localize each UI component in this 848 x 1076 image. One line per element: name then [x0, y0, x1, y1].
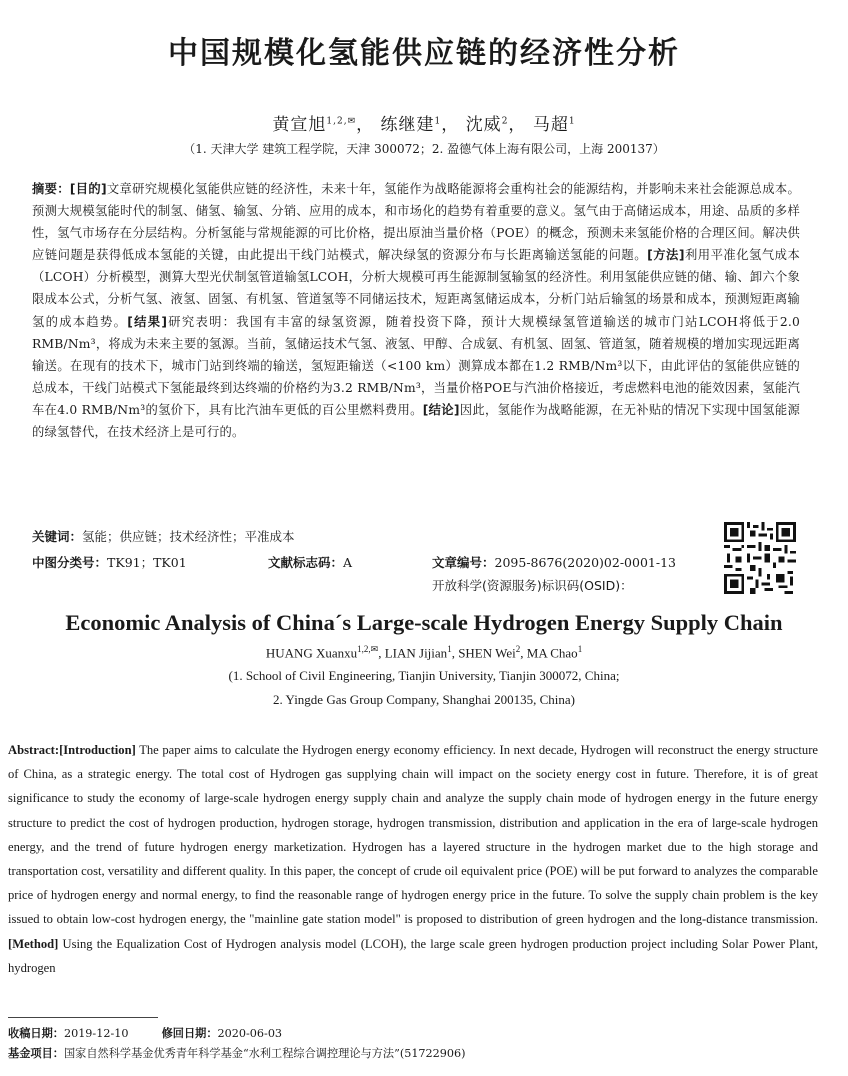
doc-code-value: A — [343, 555, 353, 570]
keywords-text: 氢能；供应链；技术经济性；平准成本 — [82, 529, 295, 544]
method-en-text: Using the Equalization Cost of Hydrogen analysis model (LCOH), the large scale green hydrogen production project including Solar Power Plant, hydrogen — [8, 936, 818, 975]
author-list-en: HUANG Xuanxu$^{1,2,✉}$, LIAN Jijian$^1$, SHEN Wei$^2$, MA Chao$^1$ — [265, 644, 583, 661]
classification-value: TK91；TK01 — [107, 555, 187, 570]
affiliation-en-2: 2. Yingde Gas Group Company, Shanghai 200135, China) — [273, 692, 575, 707]
abstract-en — [8, 738, 818, 980]
author-name: 马超 — [532, 115, 569, 135]
conclusion-text: 因此，氢能作为战略能源，在无补贴的情况下实现中国氢能源的绿氢替代，在技术经济上是可行的。 — [32, 402, 800, 440]
revised-label: 修回日期： — [161, 1027, 218, 1040]
affiliation-cn: （1. 天津大学 建筑工程学院，天津 300072；2. 盈德气体上海有限公司，上海 200137） — [183, 142, 665, 156]
revised-date: 2020-06-03 — [217, 1027, 283, 1040]
classification-label: 中图分类号： — [32, 555, 108, 570]
author-name-en: LIAN Jijian — [384, 645, 448, 661]
method-label: [方法] — [647, 248, 685, 263]
footnote-divider — [8, 1017, 158, 1018]
footnote-dates — [8, 1025, 282, 1041]
osid-label: 开放科学(资源服务)标识码(OSID)： — [432, 578, 633, 593]
paper-title-cn: 中国规模化氢能供应链的经济性分析 — [168, 36, 680, 71]
affiliation-en-1: (1. School of Civil Engineering, Tianjin University, Tianjin 300072, China; — [228, 668, 620, 683]
fund-label: 基金项目： — [8, 1047, 64, 1060]
author-name-en: SHEN Wei — [458, 645, 516, 661]
result-label: [结果] — [127, 314, 168, 329]
author-separator: ， — [441, 115, 460, 135]
author-name-en: MA Chao — [526, 645, 578, 661]
keywords-label: 关键词： — [32, 529, 83, 544]
article-no-value: 2095-8676(2020)02-0001-13 — [494, 555, 676, 570]
osid-qr-code[interactable] — [724, 522, 796, 594]
document-code — [268, 553, 352, 571]
abstract-cn — [32, 178, 800, 443]
author-affil-mark: 1 — [577, 644, 583, 654]
abstract-en-label: Abstract: — [8, 743, 60, 757]
keywords — [32, 527, 295, 545]
method-text: 利用平准化氢气成本（LCOH）分析模型，测算大型光伏制氢管道输氢LCOH，分析大规模可再生能源制氢输氢的经济性。利用氢能供应链的储、输、卸六个象限成本公式，分析气氢、液氢、固氢、有机氢、管道氢等不同储运技术，短距离氢储运成本，分析门站后输氢的场景和成本，预测短距离输氢的成本趋势。 — [32, 248, 800, 329]
conclusion-label: [结论] — [422, 402, 460, 417]
method-en-label: [Method] — [8, 936, 59, 951]
author-affil-mark: 1 — [568, 116, 576, 127]
author-name-en: HUANG Xuanxu — [265, 645, 358, 661]
paper-title-en: Economic Analysis of China´s Large-scale Hydrogen Energy Supply Chain — [65, 610, 783, 635]
author-name: 黄宣旭 — [272, 115, 327, 135]
author-affil-mark: 2 — [501, 116, 509, 127]
author-affil-mark: 2 — [515, 644, 521, 654]
author-affil-mark: 1,2,✉ — [326, 116, 357, 127]
footnote-fund — [8, 1045, 466, 1061]
author-separator: ， — [508, 115, 527, 135]
introduction-text: The paper aims to calculate the Hydrogen energy economy efficiency. In next decade, Hydrogen will reconstruct the energy structure of China, as a strategic energy. The total cost of Hydrogen gas supplying chain will impact on the society energy cost in future. Therefore, it is of great significance to study the economy of large-scale hydrogen energy supply chain and analyze the supply chain mode of hydrogen energy in the future energy structure to predict the cost of hydrogen production, hydrogen storage, hydrogen transmission, distribution and application in the era of large-scale hydrogen energy, and the trend of future hydrogen energy marketization. Hydrogen has a layered structure in the hydrogen market due to the high storage and transportation cost, versatility and different quality. In this paper, the concept of crude oil equivalent price (POE) will be put forward to analyzes the comparable price of hydrogen energy and normal energy, to find the reasonable range of hydrogen energy price in the future. To solve the supply chain problem is the key issued to obtain low-cost hydrogen energy, the "mainline gate station model" is proposed to distribution of green hydrogen and the long-distance transmission. — [8, 743, 818, 927]
abstract-label: 摘要： — [32, 182, 70, 196]
author-name: 练继建 — [380, 115, 435, 135]
author-affil-mark: 1,2,✉ — [357, 644, 379, 654]
received-date: 2019-12-10 — [63, 1027, 129, 1040]
classification-number — [32, 553, 187, 571]
received-label: 收稿日期： — [8, 1027, 64, 1040]
article-no-label: 文章编号： — [432, 555, 495, 570]
introduction-label: [Introduction] — [59, 743, 136, 757]
author-affil-mark: 1 — [434, 116, 442, 127]
result-text: 研究表明：我国有丰富的绿氢资源，随着投资下降，预计大规模绿氢管道输送的城市门站LCOH将低于2.0 RMB/Nm³，将成为未来主要的氢源。当前，氢储运技术气氢、液氢、甲醇、合成氨、有机氢、固氢、管道氢，随着规模的增加实现远距离输送。在现有的技术下，城市门站到终端的输送，氢短距输送（<100 km）测算成本都在1.2 RMB/Nm³以下，由此评估的氢能供应链的总成本，干线门站模式下氢能最终到达终端的价格约为3.2 RMB/Nm³，当量价格POE与汽油价格接近，考虑燃料电池的能效因素，氢能汽车在4.0 RMB/Nm³的氢价下，具有比汽油车更低的百公里燃料费用。 — [32, 314, 800, 417]
author-affil-mark: 1 — [447, 644, 452, 654]
purpose-text: 文章研究规模化氢能供应链的经济性，未来十年，氢能作为战略能源将会重构社会的能源结构，并影响未来社会能源总成本。预测大规模氢能时代的制氢、储氢、输氢、分销、应用的成本，和市场化的趋势有着重要的意义。氢气由于高储运成本，用途、品质的多样性，氢气市场存在分层结构。分析氢能与常规能源的可比价格，提出原油当量价格（POE）的概念，预测未来氢能价格的合理区间。解决供应链问题是获得低成本氢能的关键，由此提出干线门站模式，解决绿氢的资源分布与长距离输送氢能的问题。 — [32, 182, 800, 263]
author-name: 沈威 — [465, 115, 502, 135]
purpose-label: [目的] — [69, 182, 107, 196]
doc-code-label: 文献标志码： — [268, 555, 344, 570]
author-separator: ， — [356, 115, 375, 135]
article-number — [432, 553, 676, 571]
author-list-cn — [0, 110, 848, 135]
fund-text: 国家自然科学基金优秀青年科学基金“水利工程综合调控理论与方法”(51722906) — [63, 1047, 466, 1060]
